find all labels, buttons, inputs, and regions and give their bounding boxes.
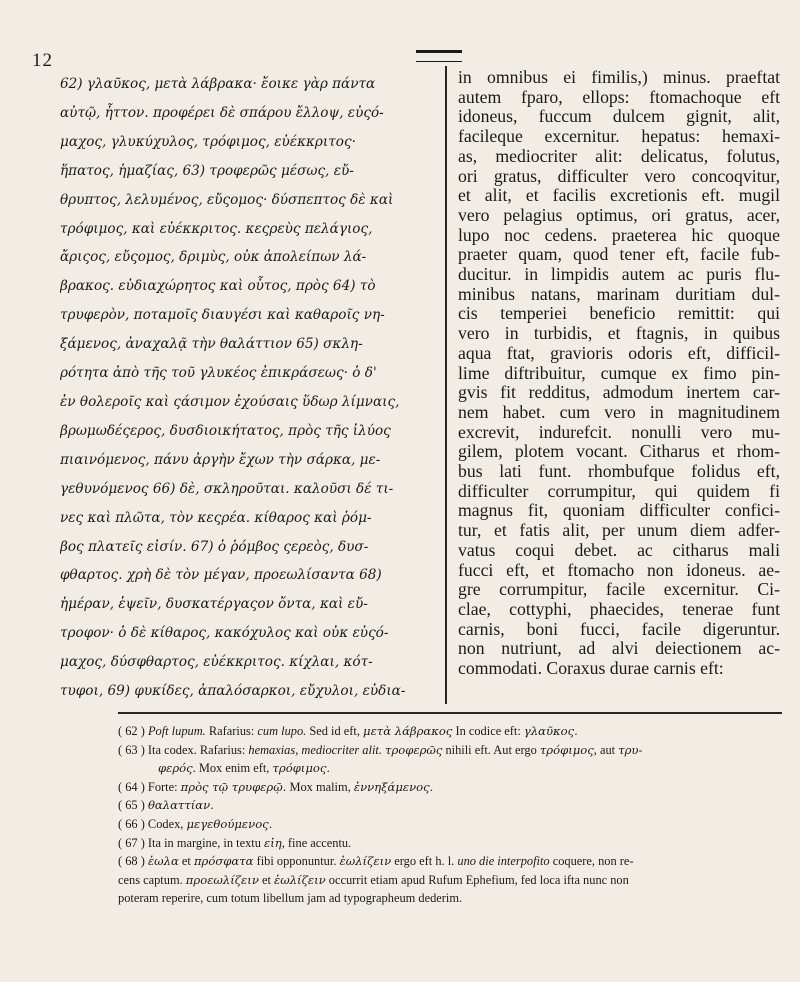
note-text: uno die interpofito (457, 854, 550, 869)
footnote-rule (118, 712, 782, 714)
latin-line: fucci eft, et ftomacho non idoneus. ae- (458, 559, 780, 580)
latin-line: bus lati funt. rhombufque folidus eft, (458, 461, 780, 482)
latin-line: clae, cottyphi, phaecides, tenerae funt (458, 598, 780, 619)
note-text: Rafarius: (205, 724, 258, 738)
latin-line: autem fparo, ellops: ftomachoque eft (458, 86, 780, 107)
greek-line: ἄριςος, εὔςομος, δριμὺς, οὐκ ἀπολείπων λά- (60, 249, 367, 266)
greek-line: τρυφερὸν, ποταμοῖς διαυγέσι καὶ καθαροῖς νη- (60, 307, 385, 324)
note-greek: προεωλίζειν (185, 872, 259, 887)
note-greek: μεγεθούμενος. (186, 816, 273, 831)
latin-line: vero pelagius optimus, ori gratus, acer, (458, 204, 780, 225)
footnote-63 (118, 741, 788, 760)
note-greek: ἑωλα (147, 854, 179, 869)
greek-text-column (60, 70, 438, 706)
page-number: 12 (32, 50, 53, 71)
column-divider (445, 66, 447, 704)
latin-line: in omnibus ei fimilis,) minus. praeftat (458, 67, 780, 87)
latin-line: excrevit, indurefcit. nonulli vero mu- (458, 421, 780, 442)
note-text: ( 65 ) (118, 798, 148, 813)
footnote-67 (118, 834, 788, 853)
note-text: . Mox enim eft, (192, 761, 273, 776)
latin-line: cis temperiei beneficio remittit: qui (458, 303, 780, 324)
note-greek: θαλαττίαν. (147, 798, 214, 813)
latin-line: as, mediocriter alit: delicatus, folutus, (458, 145, 780, 166)
greek-line: ξάμενος, ἀναχαλᾷ τὴν θαλάττιον 65) σκλη- (60, 336, 363, 353)
note-text: occurrit etiam apud Rufum Ephefium, fed loca ifta nunc non (325, 872, 629, 887)
latin-line: nem habet. cum vero in magnitudinem (458, 401, 780, 422)
note-greek: τρόφιμος. (272, 761, 331, 776)
greek-line: τροφον· ὁ δὲ κίθαρος, κακόχυλος καὶ οὐκ εὐςό- (60, 625, 389, 642)
greek-line: βος πλατεῖς εἰσίν. 67) ὁ ῥόμβος ςερεὸς, δυσ- (60, 538, 369, 555)
latin-line: aqua ftat, gravioris odoris eft, difficil- (458, 342, 780, 363)
note-greek: ἑωλίζειν (339, 854, 392, 869)
latin-line: praeter quam, quod tener eft, facile fub- (458, 244, 780, 265)
note-text: cum lupo. (257, 724, 307, 738)
note-greek: πρόσφατα (193, 854, 254, 869)
greek-line: 62) γλαῦκος, μετὰ λάβρακα· ἔοικε γὰρ πάντα (60, 76, 376, 92)
greek-line: φθαρτος. χρὴ δὲ τὸν μέγαν, προεωλίσαντα 68) (60, 567, 382, 584)
latin-line: commodati. Coraxus durae carnis eft: (458, 658, 724, 679)
note-text: Sed id eft, (306, 724, 364, 738)
greek-line: βρακος. εὐδιαχώρητος καὶ οὗτος, πρὸς 64) τὸ (60, 278, 376, 295)
note-text: , fine accentu. (281, 835, 352, 850)
greek-line: γεθυνόμενος 66) δὲ, σκληροῦται. καλοῦσι δέ τι- (60, 480, 394, 497)
latin-line: carnis, boni fucci, facile digeruntur. (458, 618, 780, 639)
note-greek: τρόφιμος (539, 742, 594, 757)
latin-line: non nutriunt, ad alvi deiectionem ac- (458, 638, 780, 659)
greek-line: βρωμωδέςερος, δυσδιοικήτατος, πρὸς τῆς ἰλύος (60, 422, 391, 439)
footnote-62 (118, 722, 788, 741)
latin-line: gre corrumpitur, facile excernitur. Ci- (458, 579, 780, 600)
header-rule (416, 50, 462, 62)
footnote-66 (118, 815, 788, 834)
latin-line: ducitur. in limpidis autem ac puris flu- (458, 264, 780, 285)
latin-line: gvis fit redditus, admodum inertem car- (458, 382, 780, 403)
footnote-68-continued (118, 871, 788, 890)
latin-line: vero in turbidis, et ftagnis, in quibus (458, 323, 780, 344)
note-text: , aut (593, 742, 619, 757)
note-text: ergo eft h. l. (391, 854, 458, 869)
note-text: ( 68 ) (118, 854, 148, 869)
note-text: et (258, 872, 275, 887)
latin-line: magnus fit, quoniam difficulter confici- (458, 500, 780, 521)
greek-line: μαχος, γλυκύχυλος, τρόφιμος, εὐέκκριτος· (60, 133, 356, 150)
greek-line: νες καὶ πλῶτα, τὸν κεςρέα. κίθαρος καὶ ῥόμ- (60, 509, 372, 526)
latin-line: et alit, et facilis excretionis eft. mugil (458, 185, 780, 206)
greek-line: μαχος, δύσφθαρτος, εὐέκκριτος. κίχλαι, κότ- (60, 654, 373, 671)
greek-line: ἥπατος, ἡμαζίας, 63) τροφερῶς μέσως, εὔ- (60, 162, 354, 179)
footnotes (118, 722, 788, 908)
latin-line: difficulter corrumpitur, qui quidem fi (458, 480, 780, 501)
greek-line: αὐτῷ, ἧττον. προφέρει δὲ σπάρου ἔλλοψ, εὐςό- (60, 104, 384, 121)
note-text: In codice eft: (452, 724, 524, 738)
greek-line: τυφοι, 69) φυκίδες, ἀπαλόσαρκοι, εὔχυλοι, εὐδια- (60, 683, 406, 700)
note-greek: φερός (158, 761, 193, 776)
note-text: poteram reperire, cum totum libellum jam ad typographeum dederim. (118, 891, 463, 906)
latin-text-column (458, 68, 780, 679)
greek-line: θρυπτος, λελυμένος, εὔςομος· δύσπεπτος δὲ καὶ (60, 191, 394, 208)
latin-line: lime diftribuitur, cumque ex fimo pin- (458, 362, 780, 383)
note-text: ( 63 ) Ita codex. Rafarius: (118, 742, 249, 757)
greek-line: ἡμέραν, ἑψεῖν, δυσκατέργαςον ὄντα, καὶ εὔ- (60, 596, 368, 613)
latin-line: minibus natans, marinam duritiam dul- (458, 283, 780, 304)
greek-line: τρόφιμος, καὶ εὐέκκριτος. κεςρεὺς πελάγιος, (60, 220, 373, 237)
note-text: ( 62 ) (118, 724, 148, 738)
footnote-64 (118, 778, 788, 797)
note-greek: ἐννηξάμενος. (353, 779, 434, 794)
note-greek: εἰη (264, 835, 282, 850)
note-text: nihili eft. Aut ergo (442, 742, 540, 757)
note-greek: πρὸς τῷ τρυφερῷ. (180, 779, 287, 794)
latin-line: ori gratus, difficulter vero concoqvitur, (458, 165, 780, 186)
note-text: ( 66 ) Codex, (118, 816, 187, 831)
footnote-65 (118, 796, 788, 815)
greek-line: ρότητα ἀπὸ τῆς τοῦ γλυκέος ἐπικράσεως· ὁ δ' (60, 365, 377, 382)
note-text: Mox malim, (286, 779, 354, 794)
note-greek: γλαῦκος. (523, 724, 578, 738)
footnote-68-continued (118, 889, 788, 908)
latin-line: vatus coqui debet. ac citharus mali (458, 539, 780, 560)
note-text: hemaxias, mediocriter alit. (248, 742, 382, 757)
latin-line: lupo noc cedens. praeterea hic quoque (458, 224, 780, 245)
greek-line: πιαινόμενος, πάνυ ἀργὴν ἔχων τὴν σάρκα, με- (60, 451, 381, 468)
note-text: ( 64 ) Forte: (118, 779, 181, 794)
greek-line: ἐν θολεροῖς καὶ ςάσιμον ἐχούσαις ὕδωρ λίμναις, (60, 393, 400, 410)
note-text: fibi opponuntur. (253, 854, 340, 869)
note-text: cens captum. (118, 872, 186, 887)
footnote-63-continued (118, 759, 788, 778)
note-greek: τροφερῶς (385, 742, 443, 757)
note-greek: τρυ- (618, 742, 643, 757)
note-greek: ἑωλίζειν (274, 872, 326, 887)
note-text: ( 67 ) Ita in margine, in textu (118, 835, 265, 850)
footnote-68 (118, 852, 788, 871)
latin-line: tur, et fatis alit, per unum diem adfer- (458, 520, 780, 541)
note-text: Poft lupum. (147, 724, 206, 738)
latin-line: facileque excernitur. hepatus: hemaxi- (458, 126, 780, 147)
note-text: coquere, non re- (549, 854, 634, 869)
note-greek: μετὰ λάβρακος (363, 724, 453, 738)
latin-line: gilem, plotem vocant. Citharus et rhom- (458, 441, 780, 462)
latin-line: idoneus, fuccum dulcem gignit, alit, (458, 106, 780, 127)
note-text: et (178, 854, 194, 869)
